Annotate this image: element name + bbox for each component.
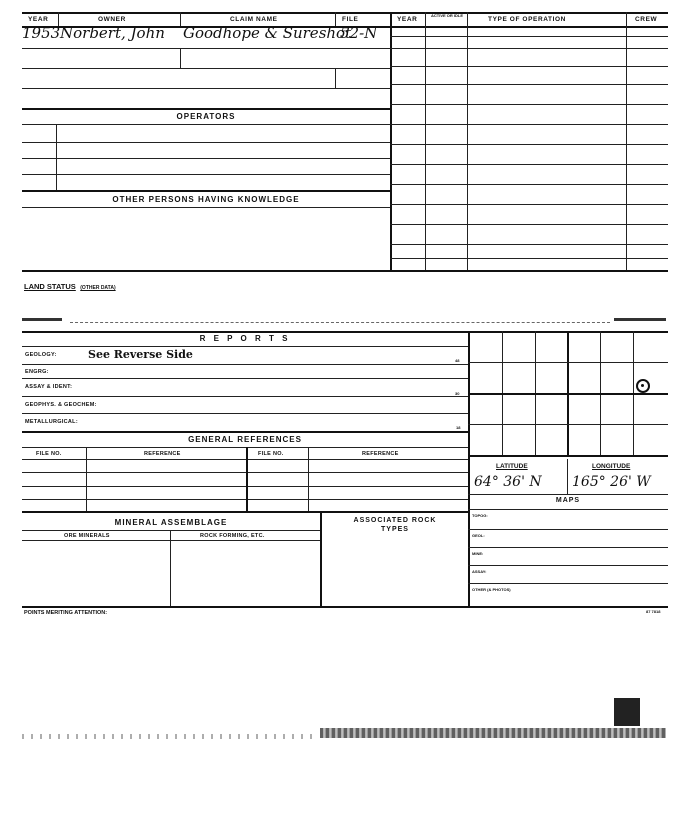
- entry-file: 52-N: [340, 24, 378, 42]
- rule: [468, 583, 668, 584]
- latitude-value: 64° 36' N: [474, 474, 542, 490]
- rule: [22, 511, 468, 513]
- rule: [22, 346, 468, 347]
- rule: [22, 540, 320, 541]
- report-num-18: 18: [456, 425, 461, 430]
- section-maps: MAPS: [555, 497, 581, 504]
- metallurgical-label: METALLURGICAL:: [25, 419, 78, 425]
- land-status: [24, 276, 116, 294]
- points-meriting-label: POINTS MERITING ATTENTION:: [24, 610, 108, 616]
- rule: [22, 158, 390, 159]
- rule: [626, 12, 627, 270]
- rule: [22, 270, 668, 272]
- rule: [22, 142, 390, 143]
- maps-other: OTHER (& PHOTOS): [472, 587, 511, 592]
- rule: [390, 224, 668, 225]
- rule: [22, 12, 668, 14]
- rule: [86, 447, 87, 511]
- col-owner: OWNER: [98, 16, 126, 23]
- rule: [468, 455, 668, 457]
- rule: [22, 486, 468, 487]
- section-mineral-assemblage: MINERAL ASSEMBLAGE: [114, 518, 228, 527]
- rule: [22, 88, 390, 89]
- col-claim-name: CLAIM NAME: [230, 16, 278, 23]
- rule: [468, 393, 668, 395]
- land-status-sub: (OTHER DATA): [80, 285, 116, 291]
- rule: [22, 124, 390, 125]
- rule: [390, 66, 668, 67]
- rule: [390, 12, 392, 270]
- entry-year: 1953: [22, 24, 61, 42]
- rule: [390, 104, 668, 105]
- section-reports: R E P O R T S: [199, 334, 291, 343]
- longitude-value: 165° 26' W: [572, 474, 651, 490]
- rule: [22, 331, 668, 333]
- rule: [22, 431, 468, 433]
- rule: [390, 204, 668, 205]
- form-number: 87 7818: [646, 609, 661, 614]
- rule: [22, 413, 468, 414]
- rule: [468, 494, 668, 495]
- col-year-2: YEAR: [397, 16, 418, 23]
- rule: [468, 529, 668, 530]
- rule: [390, 84, 668, 85]
- rule: [468, 424, 668, 425]
- rule: [170, 530, 171, 606]
- rule: [22, 108, 390, 110]
- rule: [22, 447, 468, 448]
- report-num-30: 30: [455, 391, 460, 396]
- rule: [390, 124, 668, 125]
- rule: [22, 396, 468, 397]
- ref-col-reference-2: REFERENCE: [362, 451, 399, 457]
- rule: [22, 459, 468, 460]
- rule: [468, 362, 668, 363]
- ref-col-file-no: FILE NO.: [36, 451, 62, 457]
- ref-col-file-no-2: FILE NO.: [258, 451, 284, 457]
- engrg-label: ENGRG:: [25, 369, 49, 375]
- geophys-label: GEOPHYS. & GEOCHEM:: [25, 402, 97, 408]
- col-type-of-operation: TYPE OF OPERATION: [488, 16, 566, 23]
- section-operators: OPERATORS: [176, 112, 236, 121]
- rule: [468, 565, 668, 566]
- rule: [425, 12, 426, 270]
- longitude-label: LONGITUDE: [592, 463, 631, 470]
- scan-blot: [614, 698, 640, 726]
- section-associated-rock-types: ASSOCIATED ROCK TYPES: [353, 517, 437, 533]
- scan-smudge: [614, 318, 666, 321]
- rule: [335, 68, 336, 88]
- rule: [22, 606, 668, 608]
- scan-noise-band: [320, 728, 666, 738]
- rule: [22, 174, 390, 175]
- rule: [246, 447, 248, 511]
- maps-geol: GEOL:: [472, 533, 485, 538]
- rule: [390, 164, 668, 165]
- rule: [390, 258, 668, 259]
- ref-col-reference: REFERENCE: [144, 451, 181, 457]
- maps-mine: MINE:: [472, 551, 484, 556]
- col-ore-minerals: ORE MINERALS: [64, 533, 110, 539]
- maps-assay: ASSAY:: [472, 569, 487, 574]
- geology-value: See Reverse Side: [88, 348, 193, 361]
- rule: [180, 48, 181, 68]
- rule: [22, 48, 390, 49]
- col-crew: CREW: [635, 16, 658, 23]
- rule: [180, 12, 181, 26]
- section-other-persons: OTHER PERSONS HAVING KNOWLEDGE: [112, 195, 300, 204]
- rule: [467, 12, 468, 270]
- section-general-references: GENERAL REFERENCES: [188, 435, 302, 444]
- rule: [468, 509, 668, 510]
- rule: [567, 459, 568, 494]
- report-num-48: 48: [455, 358, 460, 363]
- geology-label: GEOLOGY:: [25, 352, 57, 358]
- col-file: FILE: [342, 16, 359, 23]
- rule: [22, 190, 390, 192]
- rule: [390, 48, 668, 49]
- location-marker-dot-icon: [641, 384, 644, 387]
- col-year: YEAR: [28, 16, 49, 23]
- scan-noise-band: [22, 734, 312, 739]
- rule: [390, 36, 668, 37]
- rule: [22, 364, 468, 365]
- rule: [22, 472, 468, 473]
- rule: [22, 378, 468, 379]
- rule: [22, 207, 390, 208]
- rule: [320, 511, 322, 606]
- col-active-idle: ACTIVE OR IDLE: [430, 13, 463, 18]
- rule: [56, 124, 57, 190]
- rule: [390, 184, 668, 185]
- latitude-label: LATITUDE: [496, 463, 528, 470]
- maps-topog: TOPOG:: [472, 513, 488, 518]
- rule: [22, 530, 320, 531]
- rule: [390, 144, 668, 145]
- entry-owner: Norbert, John: [60, 24, 165, 42]
- rule: [70, 322, 610, 323]
- rule: [22, 499, 468, 500]
- entry-claim: Goodhope & Sureshot: [183, 24, 352, 42]
- col-rock-forming: ROCK FORMING, ETC.: [200, 533, 265, 539]
- rule: [390, 244, 668, 245]
- assay-ident-label: ASSAY & IDENT:: [25, 384, 73, 390]
- rule: [468, 547, 668, 548]
- scan-smudge: [22, 318, 62, 321]
- land-status-label: LAND STATUS: [24, 282, 76, 291]
- rule: [308, 447, 309, 511]
